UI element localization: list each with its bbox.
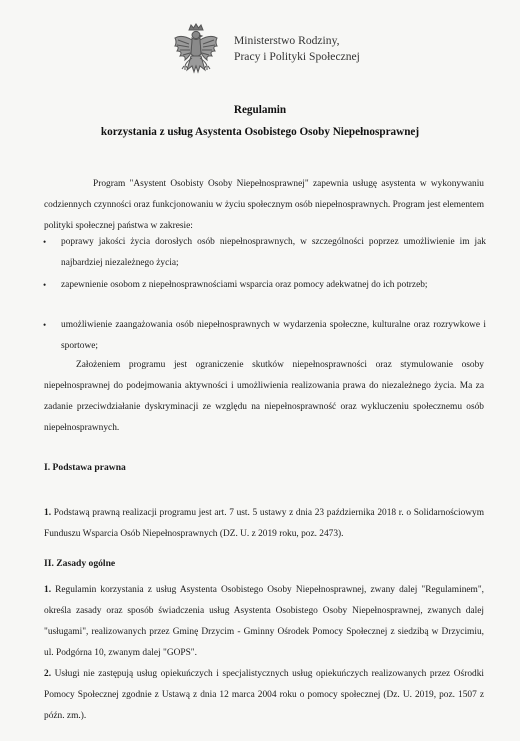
paragraph-text: Usługi nie zastępują usług opiekuńczych i specjalistycznych usług opiekuńczych realizowanych przez Ośrodki Pomocy Społecznej zgodnie z Ustawą z dnia 12 marca 2004 roku o pomocy społecznej (Dz. U. 2019, poz. 1507 z późn. zm.). <box>44 669 484 721</box>
list-item-text: zapewnienie osobom z niepełnosprawnościami wsparcia oraz pomocy adekwatnej do ich potrzeb; <box>61 280 428 290</box>
paragraph-text: Podstawą prawną realizacji programu jest art. 7 ust. 5 ustawy z dnia 23 października 2018 r. o Solidarnościowym Funduszu Wsparcia Osób Niepełnosprawnych (DZ. U. z 2019 roku, poz. 2473). <box>44 508 485 539</box>
list-item-text: poprawy jakości życia dorosłych osób niepełnosprawnych, w szczególności poprzez umożliwienie im jak najbardziej niezależnego życia; <box>61 237 486 268</box>
document-title: Regulamin <box>233 104 287 116</box>
list-item-text: umożliwienie zaangażowania osób niepełnosprawnych w wydarzenia społeczne, kulturalne oraz rozrywkowe i sportowe; <box>61 320 486 351</box>
polish-eagle-emblem-icon <box>172 22 220 80</box>
section2-paragraph-1 <box>44 580 484 664</box>
intro-paragraph: Program "Asystent Osobisty Osoby Niepełnosprawnej" zapewnia usługę asystenta w wykonywaniu codziennych czynności oraz funkcjonowaniu w życiu społecznym osób niepełnosprawnych. Program jest elementem polityki społecznej państwa w zakresie: <box>44 179 484 231</box>
list-item <box>43 275 486 296</box>
paragraph-number: 2. <box>44 669 52 679</box>
ministry-name <box>234 33 360 65</box>
section-heading: II. Zasady ogólne <box>44 558 116 569</box>
goal-paragraph: Założeniem programu jest ograniczenie skutków niepełnosprawności oraz stymulowanie osoby niepełnosprawnej do podejmowania aktywności i umożliwienia realizowania prawa do niezależnego życia. Ma za zadanie przeciwdziałanie dyskryminacji ze względu na niepełnosprawność oraz wykluczeniu społecznemu osób niepełnosprawnych. <box>44 360 484 433</box>
section1-paragraph-1 <box>44 503 484 545</box>
paragraph-number: 1. <box>44 508 52 518</box>
section2-paragraph-2 <box>44 664 484 727</box>
list-item <box>43 315 486 357</box>
section-heading: I. Podstawa prawna <box>44 462 126 473</box>
letterhead <box>172 22 472 82</box>
paragraph-text: Regulamin korzystania z usług Asystenta Osobistego Osoby Niepełnosprawnej, zwany dalej "Regulaminem", określa zasady oraz sposób świadczenia usług Asystenta Osobistego Osoby Niepełnosprawnej, zwanych dalej "usługami", realizowanych przez Gminę Drzycim - Gminny Ośrodek Pomocy Społecznej z siedzibą w Drzycimiu, ul. Podgórna 10, zwanym dalej "GOPS". <box>44 585 485 658</box>
paragraph-number: 1. <box>44 585 52 595</box>
bullet-icon: • <box>43 280 47 290</box>
document-subtitle: korzystania z usług Asystenta Osobistego Osoby Niepełnosprawnej <box>100 126 420 138</box>
ministry-name-line2: Pracy i Polityki Społecznej <box>234 50 360 63</box>
bullet-icon: • <box>43 237 47 247</box>
ministry-name-line1: Ministerstwo Rodziny, <box>234 34 340 47</box>
list-item <box>43 232 486 274</box>
bullet-icon: • <box>43 320 47 330</box>
